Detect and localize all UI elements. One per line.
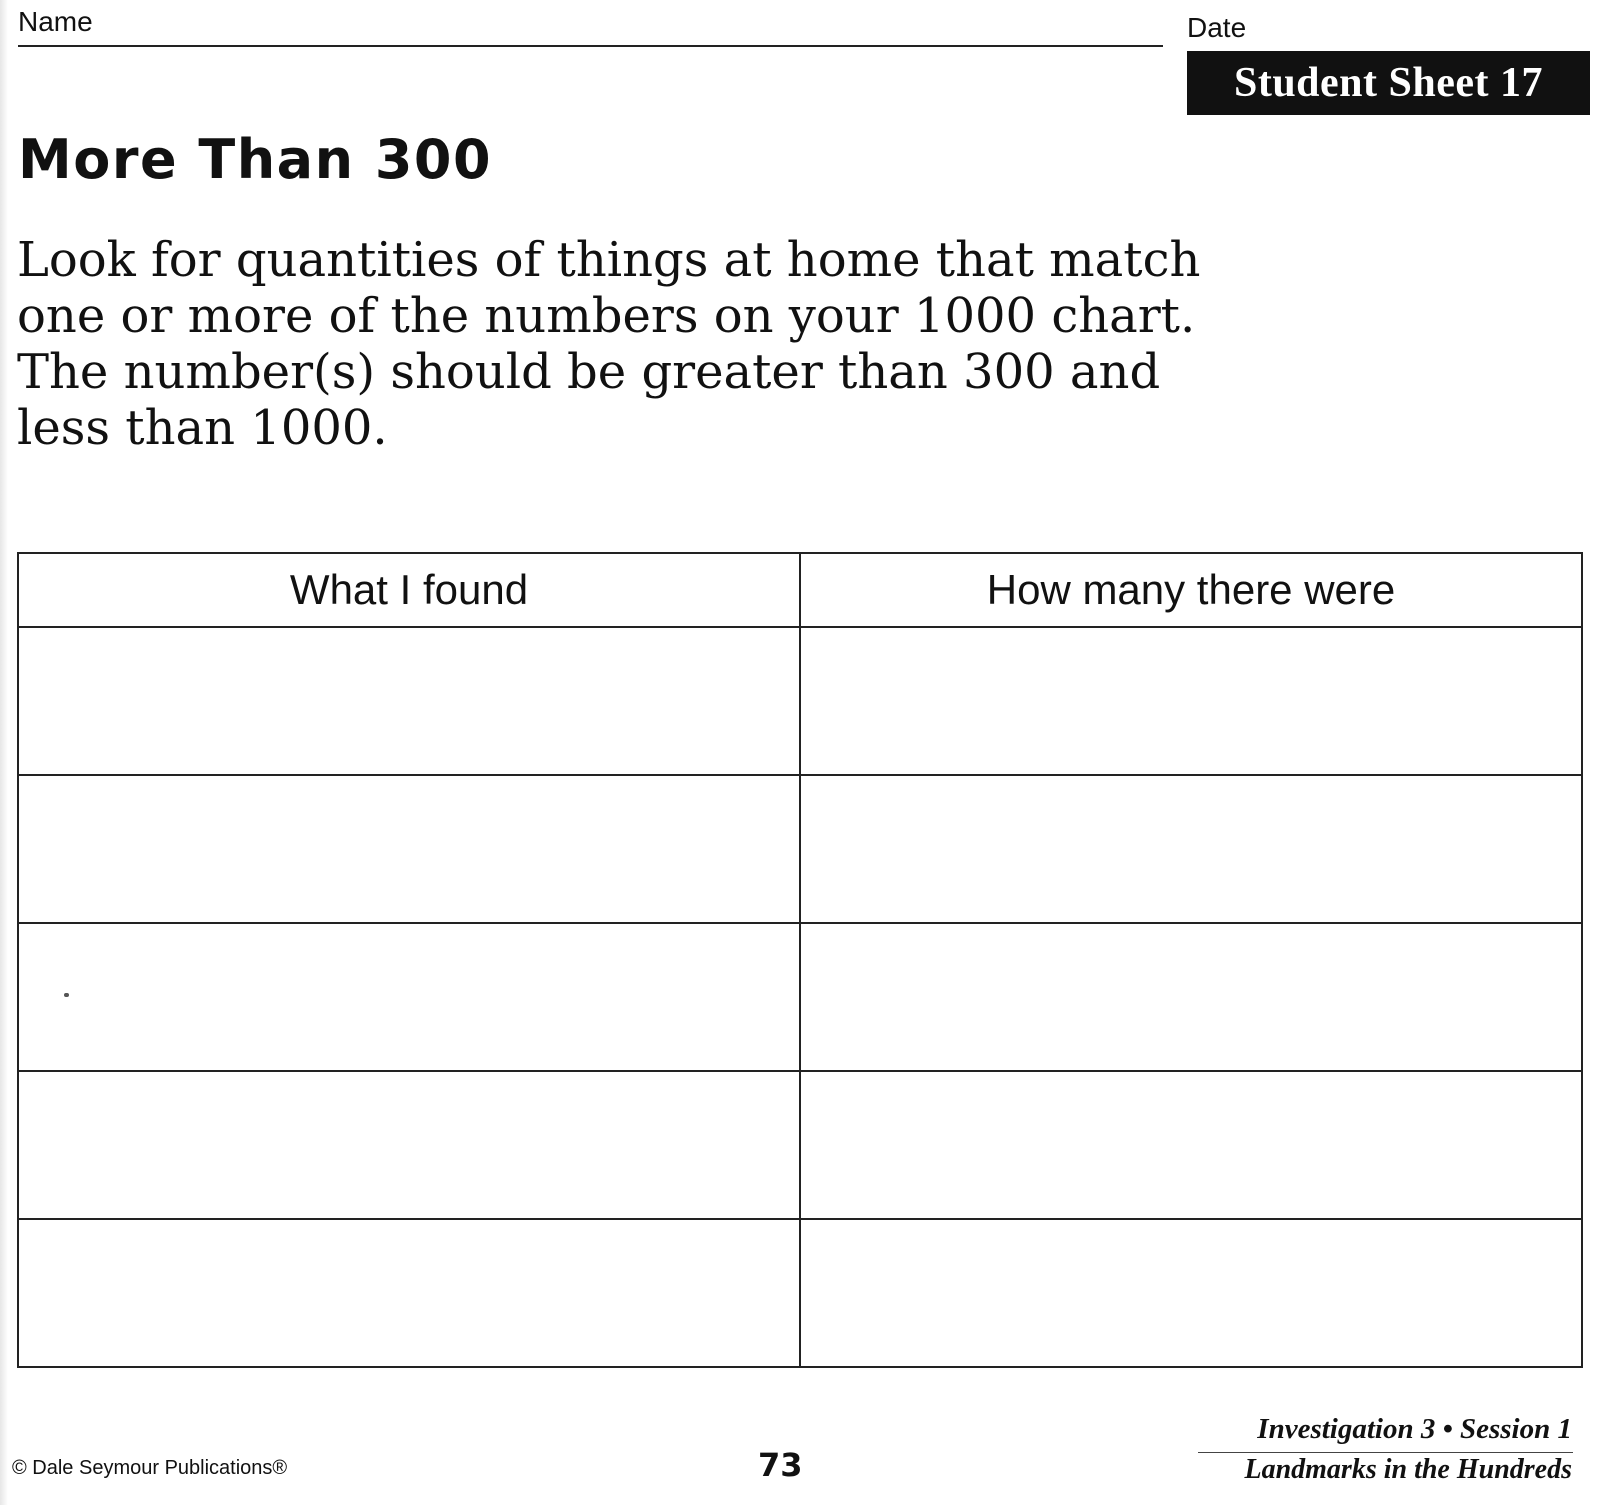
instructions-text: Look for quantities of things at home that match one or more of the numbers on your 1000 chart. The number(s) should be greater than 300 and less than 1000. [17, 232, 1201, 456]
cell-what-i-found[interactable] [18, 923, 800, 1071]
name-label: Name [18, 6, 93, 37]
cell-how-many[interactable] [800, 1071, 1582, 1219]
cell-what-i-found[interactable] [18, 627, 800, 775]
table-row [18, 1219, 1582, 1367]
footer-divider [1198, 1452, 1573, 1453]
student-sheet-badge: Student Sheet 17 [1187, 51, 1590, 115]
column-header-what-i-found: What I found [18, 553, 800, 627]
scan-speck [64, 993, 69, 997]
table-row [18, 775, 1582, 923]
name-write-line[interactable] [18, 45, 1163, 47]
column-header-how-many: How many there were [800, 553, 1582, 627]
table-row [18, 1071, 1582, 1219]
date-label: Date [1187, 12, 1247, 43]
page-number: 73 [758, 1446, 803, 1484]
cell-what-i-found[interactable] [18, 775, 800, 923]
copyright-notice: © Dale Seymour Publications® [12, 1457, 288, 1479]
cell-how-many[interactable] [800, 775, 1582, 923]
table-header-row [18, 553, 1582, 627]
investigation-session-label: Investigation 3 • Session 1 [1257, 1413, 1572, 1445]
cell-what-i-found[interactable] [18, 1071, 800, 1219]
cell-how-many[interactable] [800, 1219, 1582, 1367]
cell-what-i-found[interactable] [18, 1219, 800, 1367]
page-edge-shadow [0, 0, 8, 1505]
table-row [18, 923, 1582, 1071]
cell-how-many[interactable] [800, 923, 1582, 1071]
table-row [18, 627, 1582, 775]
page-title: More Than 300 [18, 128, 493, 191]
record-table [17, 552, 1583, 1368]
cell-how-many[interactable] [800, 627, 1582, 775]
unit-title: Landmarks in the Hundreds [1244, 1454, 1572, 1485]
